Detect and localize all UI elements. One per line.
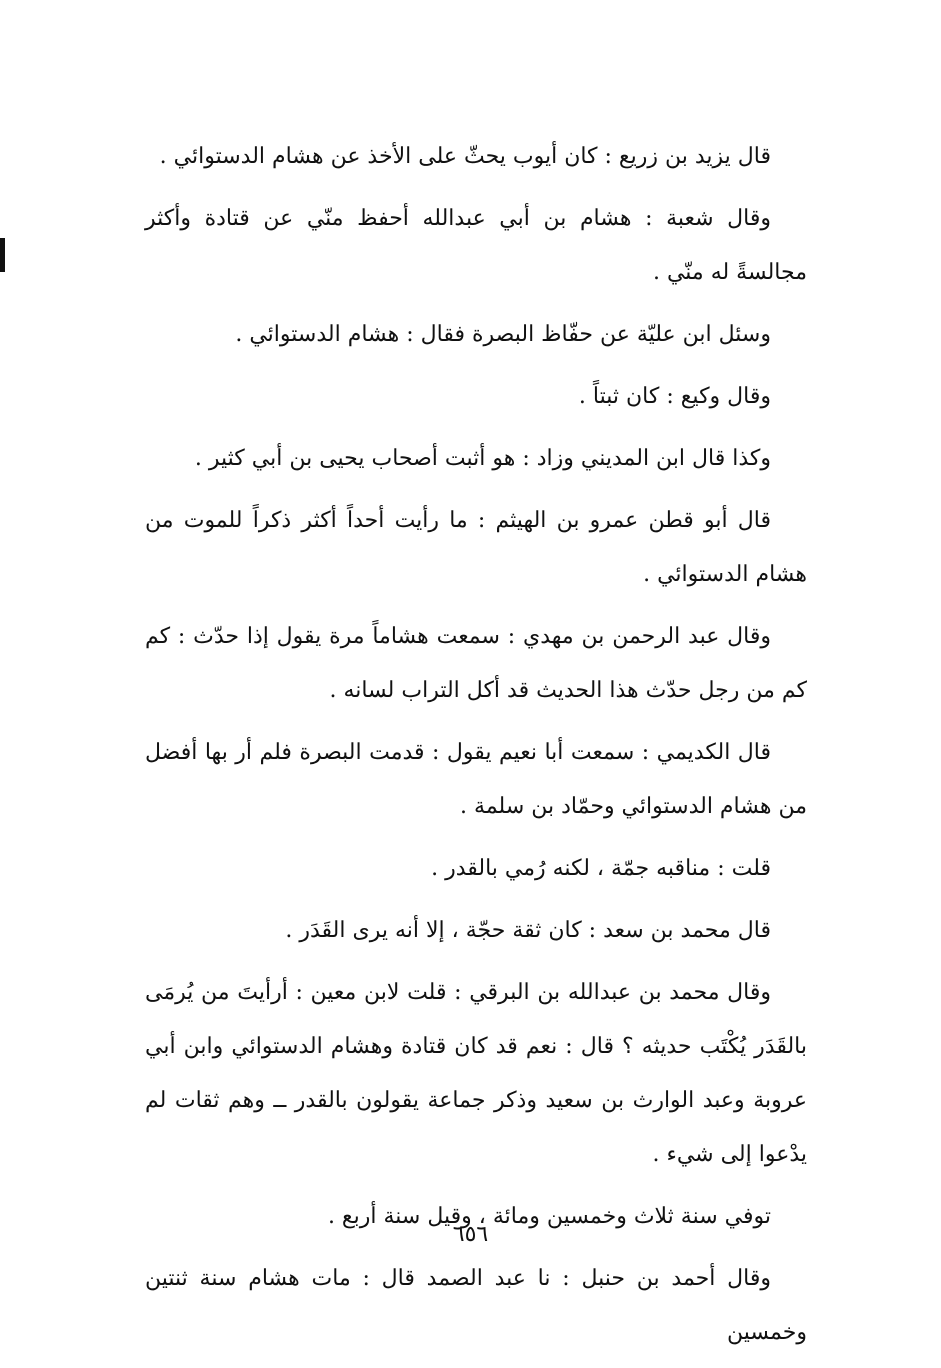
paragraph-2: وقال شعبة : هشام بن أبي عبدالله أحفظ منّي عن قتادة وأكثر مجالسةً له منّي .	[145, 206, 807, 285]
page-number: ٦٥٦	[452, 1222, 489, 1247]
paragraph-12: توفي سنة ثلاث وخمسين ومائة ، وقيل سنة أربع .	[327, 1204, 771, 1229]
paragraph-6: قال أبو قطن عمرو بن الهيثم : ما رأيت أحداً أكثر ذكراً للموت من هشام الدستوائي .	[145, 508, 807, 587]
paragraph-9: قلت : مناقبه جمّة ، لكنه رُمي بالقدر .	[431, 856, 771, 881]
paragraph-10: قال محمد بن سعد : كان ثقة حجّة ، إلا أنه يرى القَدَر .	[285, 918, 771, 943]
paragraph-11: وقال محمد بن عبدالله بن البرقي : قلت لابن معين : أرأيتَ من يُرمَى بالقَدَر يُكْتَب حديثه ؟ قال : نعم قد كان قتادة وهشام الدستوائي وابن أبي عروبة وعبد الوارث بن سعيد وذكر جماعة يقولون بالقدر ــ وهم ثقات لم يدْعوا إلى شيء .	[145, 980, 807, 1167]
scan-edge-mark	[0, 238, 5, 272]
paragraph-4: وقال وكيع : كان ثبتاً .	[578, 384, 771, 409]
paragraph-7: وقال عبد الرحمن بن مهدي : سمعت هشاماً مرة يقول إذا حدّث : كم كم من رجل حدّث هذا الحديث قد أكل التراب لسانه .	[145, 624, 807, 703]
paragraph-1: قال يزيد بن زريع : كان أيوب يحثّ على الأخذ عن هشام الدستوائي .	[159, 144, 771, 169]
paragraph-3: وسئل ابن عليّة عن حفّاظ البصرة فقال : هشام الدستوائي .	[235, 322, 771, 347]
page-body	[145, 130, 807, 1368]
paragraph-13: وقال أحمد بن حنبل : نا عبد الصمد قال : مات هشام سنة ثنتين وخمسين	[145, 1266, 807, 1345]
paragraph-8: قال الكديمي : سمعت أبا نعيم يقول : قدمت البصرة فلم أر بها أفضل من هشام الدستوائي وحمّاد بن سلمة .	[145, 740, 807, 819]
paragraph-5: وكذا قال ابن المديني وزاد : هو أثبت أصحاب يحيى بن أبي كثير .	[194, 446, 771, 471]
